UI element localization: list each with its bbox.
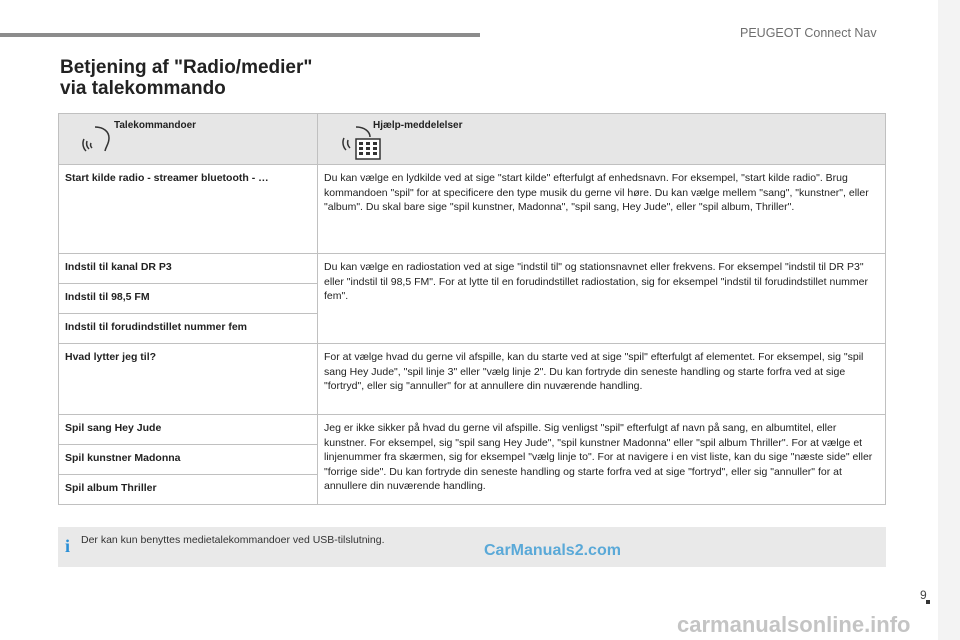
command-cell: Indstil til kanal DR P3 — [59, 254, 318, 284]
command-cell: Hvad lytter jeg til? — [59, 344, 318, 415]
help-cell: Du kan vælge en radiostation ved at sige "indstil til" og stationsnavnet eller frekvens. For eksempel "indstil til DR P3" eller "indstil til 98,5 FM". For at lytte til en forudindstillet radiostation, sig for eksempel "indstil til forudindstillet nummer fem". — [318, 254, 886, 344]
brand-label: PEUGEOT Connect Nav — [740, 26, 877, 40]
header-label-help: Hjælp-meddelelser — [373, 120, 463, 131]
page-title — [60, 57, 312, 99]
table-row — [59, 165, 886, 254]
header-cell-help — [318, 114, 886, 165]
info-note-text: Der kan kun benyttes medietalekommandoer ved USB-tilslutning. — [81, 534, 385, 546]
header-cell-commands — [59, 114, 318, 165]
table-row — [59, 344, 886, 415]
page-number: 9 — [920, 588, 927, 602]
command-cell: Spil kunstner Madonna — [59, 445, 318, 475]
voice-command-table — [58, 113, 886, 505]
table-header-row — [59, 114, 886, 165]
command-cell: Spil album Thriller — [59, 475, 318, 505]
table-row — [59, 254, 886, 284]
header-rule — [0, 33, 480, 37]
help-cell: For at vælge hvad du gerne vil afspille, kan du starte ved at sige "spil" efterfulgt af elementet. For eksempel, sig "spil sang Hey Jude", "spil linje 3" eller "vælg linje 2". Du kan fortryde din seneste handling og starte forfra ved at sige "fortryd", eller sig "annuller" for at annullere din nuværende handling. — [318, 344, 886, 415]
header-label-commands: Talekommandoer — [114, 120, 197, 131]
watermark-carmanuals: CarManuals2.com — [484, 542, 621, 559]
title-line-1: Betjening af "Radio/medier" — [60, 57, 313, 78]
info-icon: i — [65, 536, 71, 556]
voice-command-icon — [81, 124, 115, 161]
command-cell: Indstil til 98,5 FM — [59, 284, 318, 314]
page-edge-strip — [938, 0, 960, 640]
help-cell: Jeg er ikke sikker på hvad du gerne vil afspille. Sig venligst "spil" efterfulgt af navn på sang, en albumtitel, eller kunstner. For eksempel, sig "spil sang Hey Jude", "spil kunstner Madonna" eller "spil album Thriller". For at vælge et linjenummer fra skærmen, sig for eksempel "vælg linje to". For at navigere i en vist liste, kan du sige "næste side" eller "forrige side". Du kan fortryde din seneste handling og starte forfra ved at sige "fortryd", eller sig "annuller" for at annullere din nuværende handling. — [318, 415, 886, 505]
info-note — [58, 527, 886, 567]
help-cell: Du kan vælge en lydkilde ved at sige "start kilde" efterfulgt af enhedsnavn. For eksempel, "start kilde radio". Brug kommandoen "spil" for at specificere den type musik du gerne vil høre. Du kan vælge mellem "sang", "kunstner", eller "album". Du skal bare sige "spil kunstner, Madonna", "spil sang, Hey Jude", eller "spil album, Thriller". — [318, 165, 886, 254]
watermark-carmanualsonline: carmanualsonline.info — [677, 612, 911, 637]
command-cell: Spil sang Hey Jude — [59, 415, 318, 445]
command-cell: Start kilde radio - streamer bluetooth - … — [59, 165, 318, 254]
title-line-2: via talekommando — [60, 78, 226, 99]
table-row — [59, 415, 886, 445]
command-cell: Indstil til forudindstillet nummer fem — [59, 314, 318, 344]
